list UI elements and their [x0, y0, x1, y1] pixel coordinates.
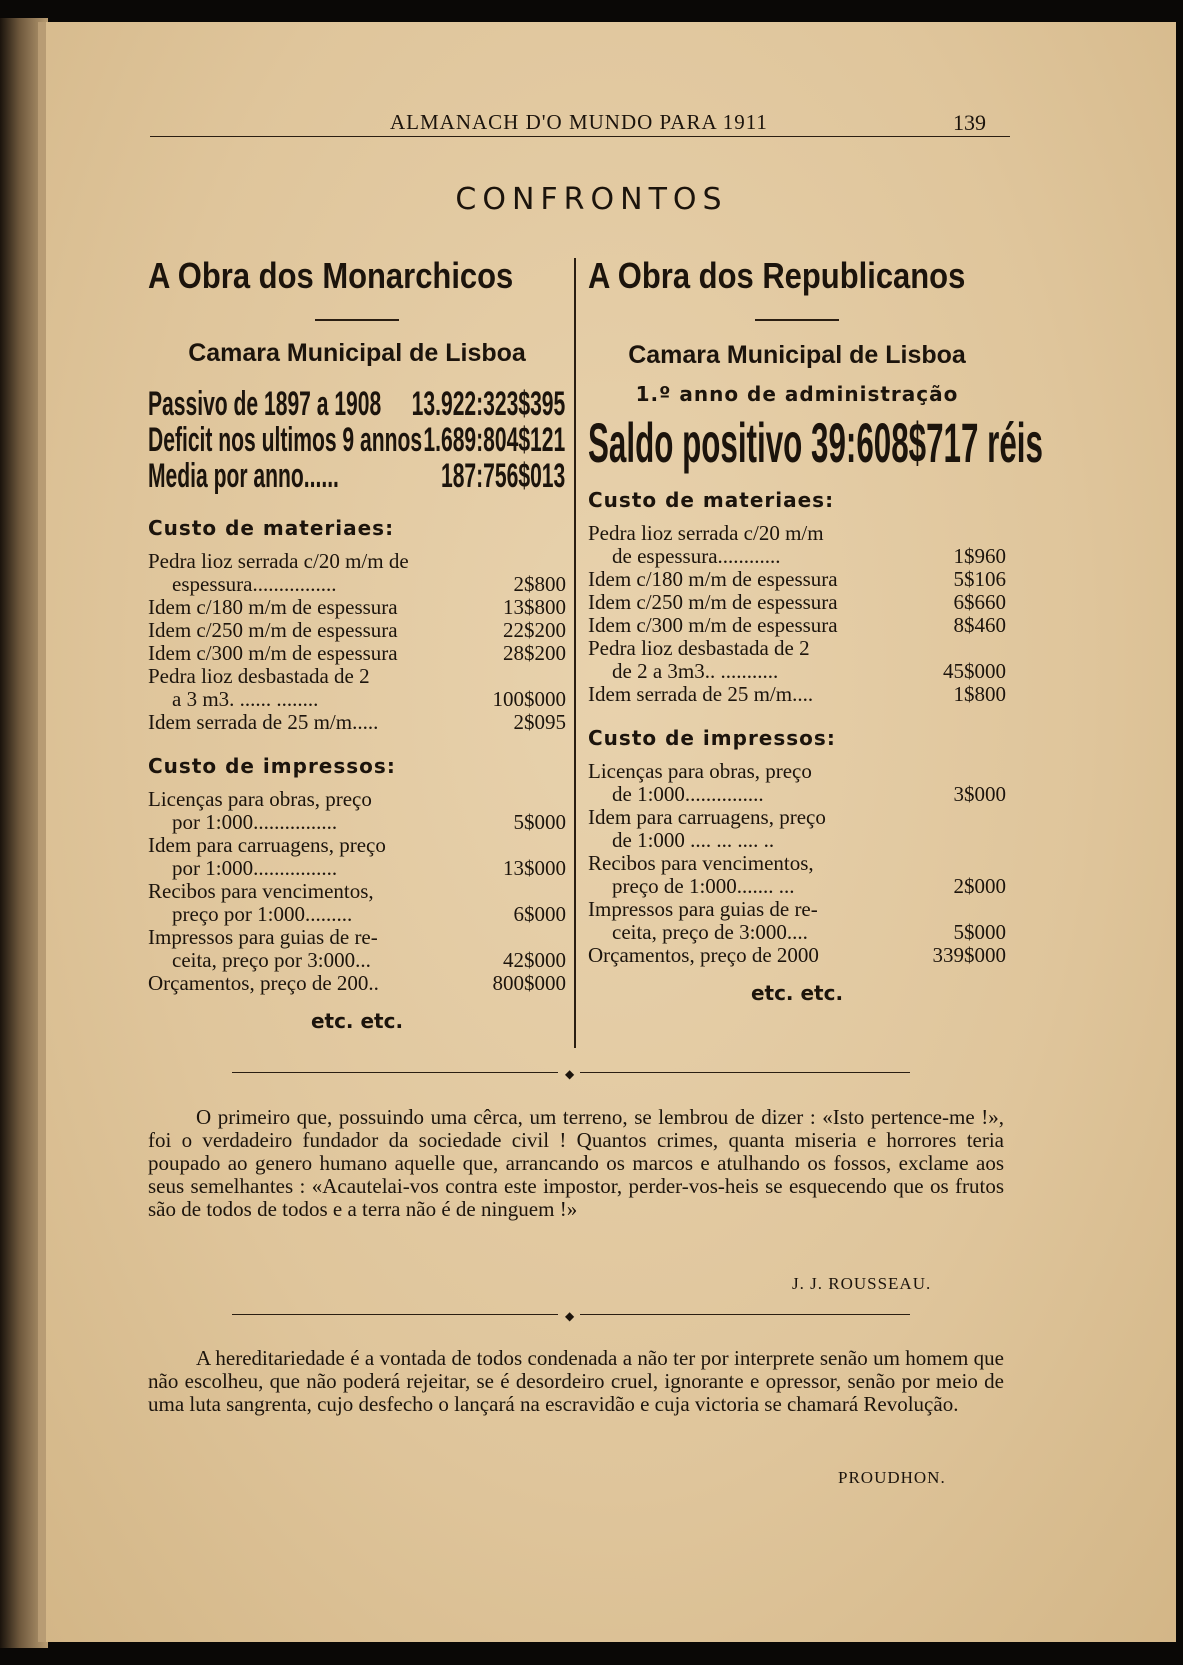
- price-value: 5$106: [953, 566, 1006, 591]
- price-row: [588, 898, 1006, 921]
- price-row: [588, 806, 1006, 829]
- price-row: [148, 972, 566, 995]
- price-label: preço de 1:000....... ...: [612, 874, 795, 898]
- price-row: [148, 880, 566, 903]
- left-etc: etc. etc.: [310, 1008, 404, 1033]
- price-row: [148, 903, 566, 926]
- price-value: [926, 637, 1006, 660]
- price-value: [486, 880, 566, 903]
- diamond-icon: ◆: [565, 1309, 575, 1323]
- price-label: Licenças para obras, preço: [148, 787, 372, 811]
- price-label: Idem c/300 m/m de espessura: [148, 641, 398, 665]
- price-row: [148, 665, 566, 688]
- left-materiaes-title: Custo de materiaes:: [148, 515, 395, 540]
- ornament-line: [232, 1314, 558, 1315]
- price-row: [588, 783, 1006, 806]
- price-value: [486, 926, 566, 949]
- summary-row: [148, 458, 565, 494]
- price-label: por 1:000................: [172, 810, 338, 834]
- price-label: por 1:000................: [172, 856, 338, 880]
- price-row: [148, 788, 566, 811]
- price-row: [148, 949, 566, 972]
- price-row: [588, 660, 1006, 683]
- price-value: 6$660: [953, 589, 1006, 614]
- price-value: 100$000: [492, 686, 566, 711]
- price-value: [486, 834, 566, 857]
- price-label: Pedra lioz desbastada de 2: [148, 664, 370, 688]
- summary-label: Passivo de 1897 a 1908: [148, 384, 382, 423]
- price-row: [148, 550, 566, 573]
- price-value: [926, 760, 1006, 783]
- summary-value: 187:756$013: [440, 456, 566, 495]
- summary-label: Media por anno......: [148, 456, 339, 495]
- right-materiaes-list: [588, 522, 1006, 706]
- price-label: de 1:000...............: [612, 782, 764, 806]
- price-label: Idem c/300 m/m de espessura: [588, 613, 838, 637]
- price-row: [148, 711, 566, 734]
- price-label: Impressos para guias de re-: [588, 897, 818, 921]
- price-row: [148, 619, 566, 642]
- price-value: [486, 550, 566, 573]
- price-value: [926, 522, 1006, 545]
- price-row: [588, 568, 1006, 591]
- right-admin: 1.º anno de administração: [635, 381, 959, 406]
- price-label: Pedra lioz desbastada de 2: [588, 636, 810, 660]
- right-camara: Camara Municipal de Lisboa: [628, 340, 966, 369]
- price-label: ceita, preço de 3:000....: [612, 920, 808, 944]
- ornament-rule: [232, 1066, 912, 1080]
- quote-text: O primeiro que, possuindo uma cêrca, um terreno, se lembrou de dizer : «Isto pertence-me !», foi o verdadeiro fundador da sociedade civil ! Quantos crimes, quanta miseria e horrores teria poupado ao genero humano aquelle que, arrancando os marcos e atulhando os fossos, exclame aos seus semelhantes : «Acautelai-vos contra este impostor, perder-vos-heis se esquecendo que os frutos são de todos de todos e a terra não é de ninguem !»: [148, 1105, 1004, 1221]
- price-value: 22$200: [503, 617, 566, 642]
- price-row: [588, 637, 1006, 660]
- left-impressos-title: Custo de impressos:: [148, 753, 396, 778]
- price-value: 2$000: [953, 873, 1006, 898]
- price-value: 45$000: [943, 658, 1006, 683]
- price-value: 13$800: [503, 594, 566, 619]
- price-row: [148, 811, 566, 834]
- price-row: [148, 596, 566, 619]
- left-materiaes-list: [148, 550, 566, 734]
- price-value: [926, 898, 1006, 921]
- right-saldo: Saldo positivo 39:608$717 réis: [588, 410, 1043, 474]
- price-label: Orçamentos, preço de 200..: [148, 971, 379, 995]
- price-value: 339$000: [932, 942, 1006, 967]
- price-label: Pedra lioz serrada c/20 m/m: [588, 521, 824, 545]
- price-label: espessura................: [172, 572, 337, 596]
- price-row: [588, 944, 1006, 967]
- price-row: [588, 760, 1006, 783]
- section-title: CONFRONTOS: [455, 182, 728, 217]
- price-label: Impressos para guias de re-: [148, 925, 378, 949]
- price-value: 1$800: [953, 681, 1006, 706]
- price-value: [486, 788, 566, 811]
- price-value: 800$000: [492, 970, 566, 995]
- price-row: [588, 921, 1006, 944]
- price-value: [486, 665, 566, 688]
- summary-row: [148, 386, 565, 422]
- price-value: 8$460: [953, 612, 1006, 637]
- left-summary: [148, 386, 566, 494]
- page-number: 139: [953, 110, 986, 135]
- price-label: Recibos para vencimentos,: [148, 879, 374, 903]
- price-label: Licenças para obras, preço: [588, 759, 812, 783]
- ornament-line: [580, 1314, 910, 1315]
- summary-row: [148, 422, 565, 458]
- price-row: [148, 688, 566, 711]
- monarchicos-column: [148, 255, 566, 1033]
- price-value: 1$960: [953, 543, 1006, 568]
- price-value: 42$000: [503, 947, 566, 972]
- price-label: de 1:000 .... ... .... ..: [612, 828, 775, 852]
- price-row: [588, 591, 1006, 614]
- heading-rule: [315, 319, 399, 321]
- price-label: de 2 a 3m3.. ...........: [612, 659, 779, 683]
- price-label: Idem c/250 m/m de espessura: [148, 618, 398, 642]
- price-value: [926, 852, 1006, 875]
- summary-value: 1.689:804$121: [423, 420, 566, 459]
- left-heading: A Obra dos Monarchicos: [148, 255, 514, 296]
- heading-rule: [755, 319, 839, 321]
- rousseau-quote: [148, 1106, 1004, 1221]
- price-row: [148, 642, 566, 665]
- header-title: ALMANACH D'O MUNDO PARA 1911: [390, 110, 768, 134]
- quote-author: J. J. ROUSSEAU.: [792, 1274, 932, 1293]
- summary-label: Deficit nos ultimos 9 annos: [148, 420, 423, 459]
- price-value: 2$800: [513, 571, 566, 596]
- price-label: ceita, preço por 3:000...: [172, 948, 371, 972]
- price-row: [148, 926, 566, 949]
- price-value: [926, 829, 1006, 852]
- price-row: [588, 875, 1006, 898]
- price-value: 5$000: [513, 809, 566, 834]
- right-impressos-list: [588, 760, 1006, 967]
- price-row: [588, 614, 1006, 637]
- price-row: [148, 857, 566, 880]
- price-label: Idem serrada de 25 m/m.....: [148, 710, 379, 734]
- quote-author: PROUDHON.: [838, 1468, 946, 1487]
- price-row: [148, 834, 566, 857]
- left-impressos-list: [148, 788, 566, 995]
- proudhon-quote: [148, 1347, 1004, 1416]
- price-label: Idem para carruagens, preço: [588, 805, 826, 829]
- right-heading: A Obra dos Republicanos: [588, 255, 966, 296]
- ornament-line: [232, 1072, 558, 1073]
- price-label: Recibos para vencimentos,: [588, 851, 814, 875]
- price-row: [588, 545, 1006, 568]
- price-label: Orçamentos, preço de 2000: [588, 943, 819, 967]
- price-row: [588, 852, 1006, 875]
- ornament-rule: [232, 1308, 912, 1322]
- price-value: 6$000: [513, 901, 566, 926]
- price-value: 5$000: [953, 919, 1006, 944]
- price-label: de espessura............: [612, 544, 781, 568]
- price-value: [926, 806, 1006, 829]
- ornament-line: [580, 1072, 910, 1073]
- diamond-icon: ◆: [565, 1067, 575, 1081]
- price-label: Pedra lioz serrada c/20 m/m de: [148, 549, 409, 573]
- price-row: [148, 573, 566, 596]
- price-value: 28$200: [503, 640, 566, 665]
- price-value: 3$000: [953, 781, 1006, 806]
- running-header: [150, 96, 1010, 137]
- price-label: Idem c/250 m/m de espessura: [588, 590, 838, 614]
- summary-value: 13.922:323$395: [411, 384, 566, 423]
- price-row: [588, 683, 1006, 706]
- price-value: 2$095: [513, 709, 566, 734]
- price-label: Idem c/180 m/m de espessura: [588, 567, 838, 591]
- price-label: preço por 1:000.........: [172, 902, 353, 926]
- price-row: [588, 829, 1006, 852]
- price-label: Idem serrada de 25 m/m....: [588, 682, 814, 706]
- left-camara: Camara Municipal de Lisboa: [188, 338, 526, 367]
- column-divider: [574, 258, 576, 1048]
- price-row: [588, 522, 1006, 545]
- right-etc: etc. etc.: [750, 980, 844, 1005]
- right-impressos-title: Custo de impressos:: [588, 725, 836, 750]
- price-label: a 3 m3. ...... ........: [172, 687, 319, 711]
- price-value: 13$000: [503, 855, 566, 880]
- price-label: Idem para carruagens, preço: [148, 833, 386, 857]
- price-label: Idem c/180 m/m de espessura: [148, 595, 398, 619]
- quote-text: A hereditariedade é a vontada de todos condenada a não ter por interprete senão um homem que não escolheu, que não poderá rejeitar, se é desordeiro cruel, ignorante e opressor, senão por meio de uma luta sangrenta, cujo desfecho o lançará na escravidão e cuja victoria se chamará Revolução.: [148, 1346, 1004, 1416]
- right-materiaes-title: Custo de materiaes:: [588, 487, 835, 512]
- republicanos-column: [588, 255, 1043, 1005]
